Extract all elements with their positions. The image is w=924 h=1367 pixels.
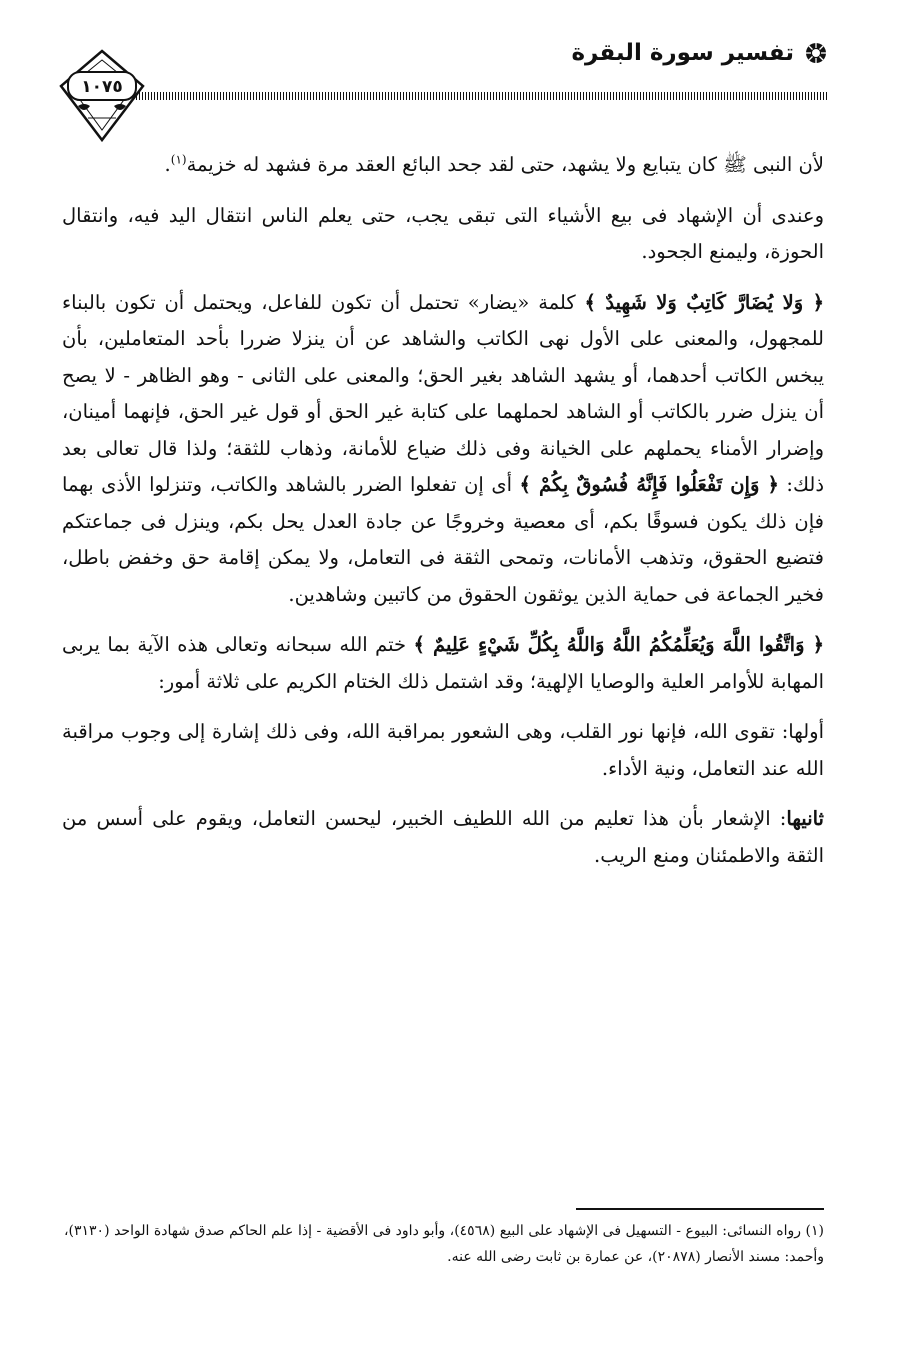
paragraph-text: أى إن تفعلوا الضرر بالشاهد والكاتب، وتنزلوا الأذى بهما فإن ذلك يكون فسوقًا بكم، أى معصية وخروجًا عن جادة العدل يحل بكم، وينزل فى جماعتكم فتضيع الحقوق، وتذهب الأمانات، وتمحى الثقة فى التعامل، ولا يمكن إقامة حق وخفض باطل، فخير الجماعة فى حماية الذين يوثقون الحقوق من كاتبين وشاهدين.	[62, 473, 824, 606]
paragraph-text: ختم الله سبحانه وتعالى هذه الآية بما يربى المهابة للأوامر العلية والوصايا الإلهية؛ وقد اشتمل ذلك الختام الكريم على ثلاثة أمور:	[62, 633, 824, 693]
paragraph-text: لأن النبى ﷺ كان يتبايع ولا يشهد، حتى لقد جحد البائع العقد مرة فشهد له خزيمة	[186, 153, 824, 176]
body-paragraph	[62, 801, 824, 874]
paragraph-text: أولها: تقوى الله، فإنها نور القلب، وهى الشعور بمراقبة الله، وفى ذلك إشارة إلى وجوب مراقبة الله عند التعامل، ونية الأداء.	[62, 720, 824, 780]
running-title: تفسير سورة البقرة	[571, 40, 794, 66]
footnote-reference: (١)	[170, 152, 187, 167]
body-paragraph	[62, 714, 824, 787]
body-paragraph	[62, 285, 824, 614]
paragraph-text: .	[164, 153, 171, 176]
page-number: ١٠٧٥	[81, 77, 123, 97]
quran-verse: ﴿ وَإِن تَفْعَلُوا فَإِنَّهُ فُسُوقٌ بِكُمْ ﴾	[519, 473, 779, 496]
body-paragraph	[62, 198, 824, 271]
flower-ornament-icon	[804, 41, 828, 65]
footnotes	[64, 1218, 824, 1270]
point-label: ثانيها	[786, 807, 824, 830]
body-text	[62, 147, 824, 888]
footnote-item: (١) رواه النسائى: البيوع - التسهيل فى الإشهاد على البيع (٤٥٦٨)، وأبو داود فى الأقضية - إذا علم الحاكم صدق شهادة الواحد (٣١٣٠)، وأحمد: مسند الأنصار (٢٠٨٧٨)، عن عمارة بن ثابت رضى الله عنه.	[64, 1223, 824, 1265]
body-paragraph	[62, 627, 824, 700]
quran-verse: ﴿ وَاتَّقُوا اللَّهَ وَيُعَلِّمُكُمُ اللَّهُ وَاللَّهُ بِكُلِّ شَيْءٍ عَلِيمٌ ﴾	[413, 633, 824, 656]
quran-verse: ﴿ وَلا يُضَارَّ كَاتِبٌ وَلا شَهِيدٌ ﴾	[584, 290, 824, 314]
running-header	[58, 30, 828, 150]
header-rule	[136, 92, 828, 100]
body-paragraph	[62, 147, 824, 184]
paragraph-text: وعندى أن الإشهاد فى بيع الأشياء التى تبقى يجب، حتى يعلم الناس انتقال اليد فيه، وانتقال الحوزة، وليمنع الجحود.	[62, 203, 824, 263]
running-title-group	[571, 40, 828, 66]
footnote-separator	[576, 1208, 824, 1210]
page-number-badge	[58, 48, 146, 156]
paragraph-text: : الإشعار بأن هذا تعليم من الله اللطيف الخبير، ليحسن التعامل، ويقوم على أسس من الثقة والاطمئنان ومنع الريب.	[62, 807, 824, 867]
paragraph-text: كلمة «يضار» تحتمل أن تكون للفاعل، ويحتمل أن تكون بالبناء للمجهول، والمعنى على الأول نهى الكاتب والشاهد عن أن ينزلا ضررا بأحد المتعاملين، بأن يبخس الكاتب أحدهما، أو يشهد الشاهد بغير الحق؛ والمعنى على الثانى - وهو الظاهر - لا يصح أن ينزل ضرر بالكاتب أو الشاهد لحملهما على كتابة غير الحق أو قول غير الحق، فإنهما أمينان، وإضرار الأمناء يحملهم على الخيانة وفى ذلك ضياع للأمانة، وذهاب للثقة؛ ولذا قال تعالى بعد ذلك:	[62, 290, 825, 496]
